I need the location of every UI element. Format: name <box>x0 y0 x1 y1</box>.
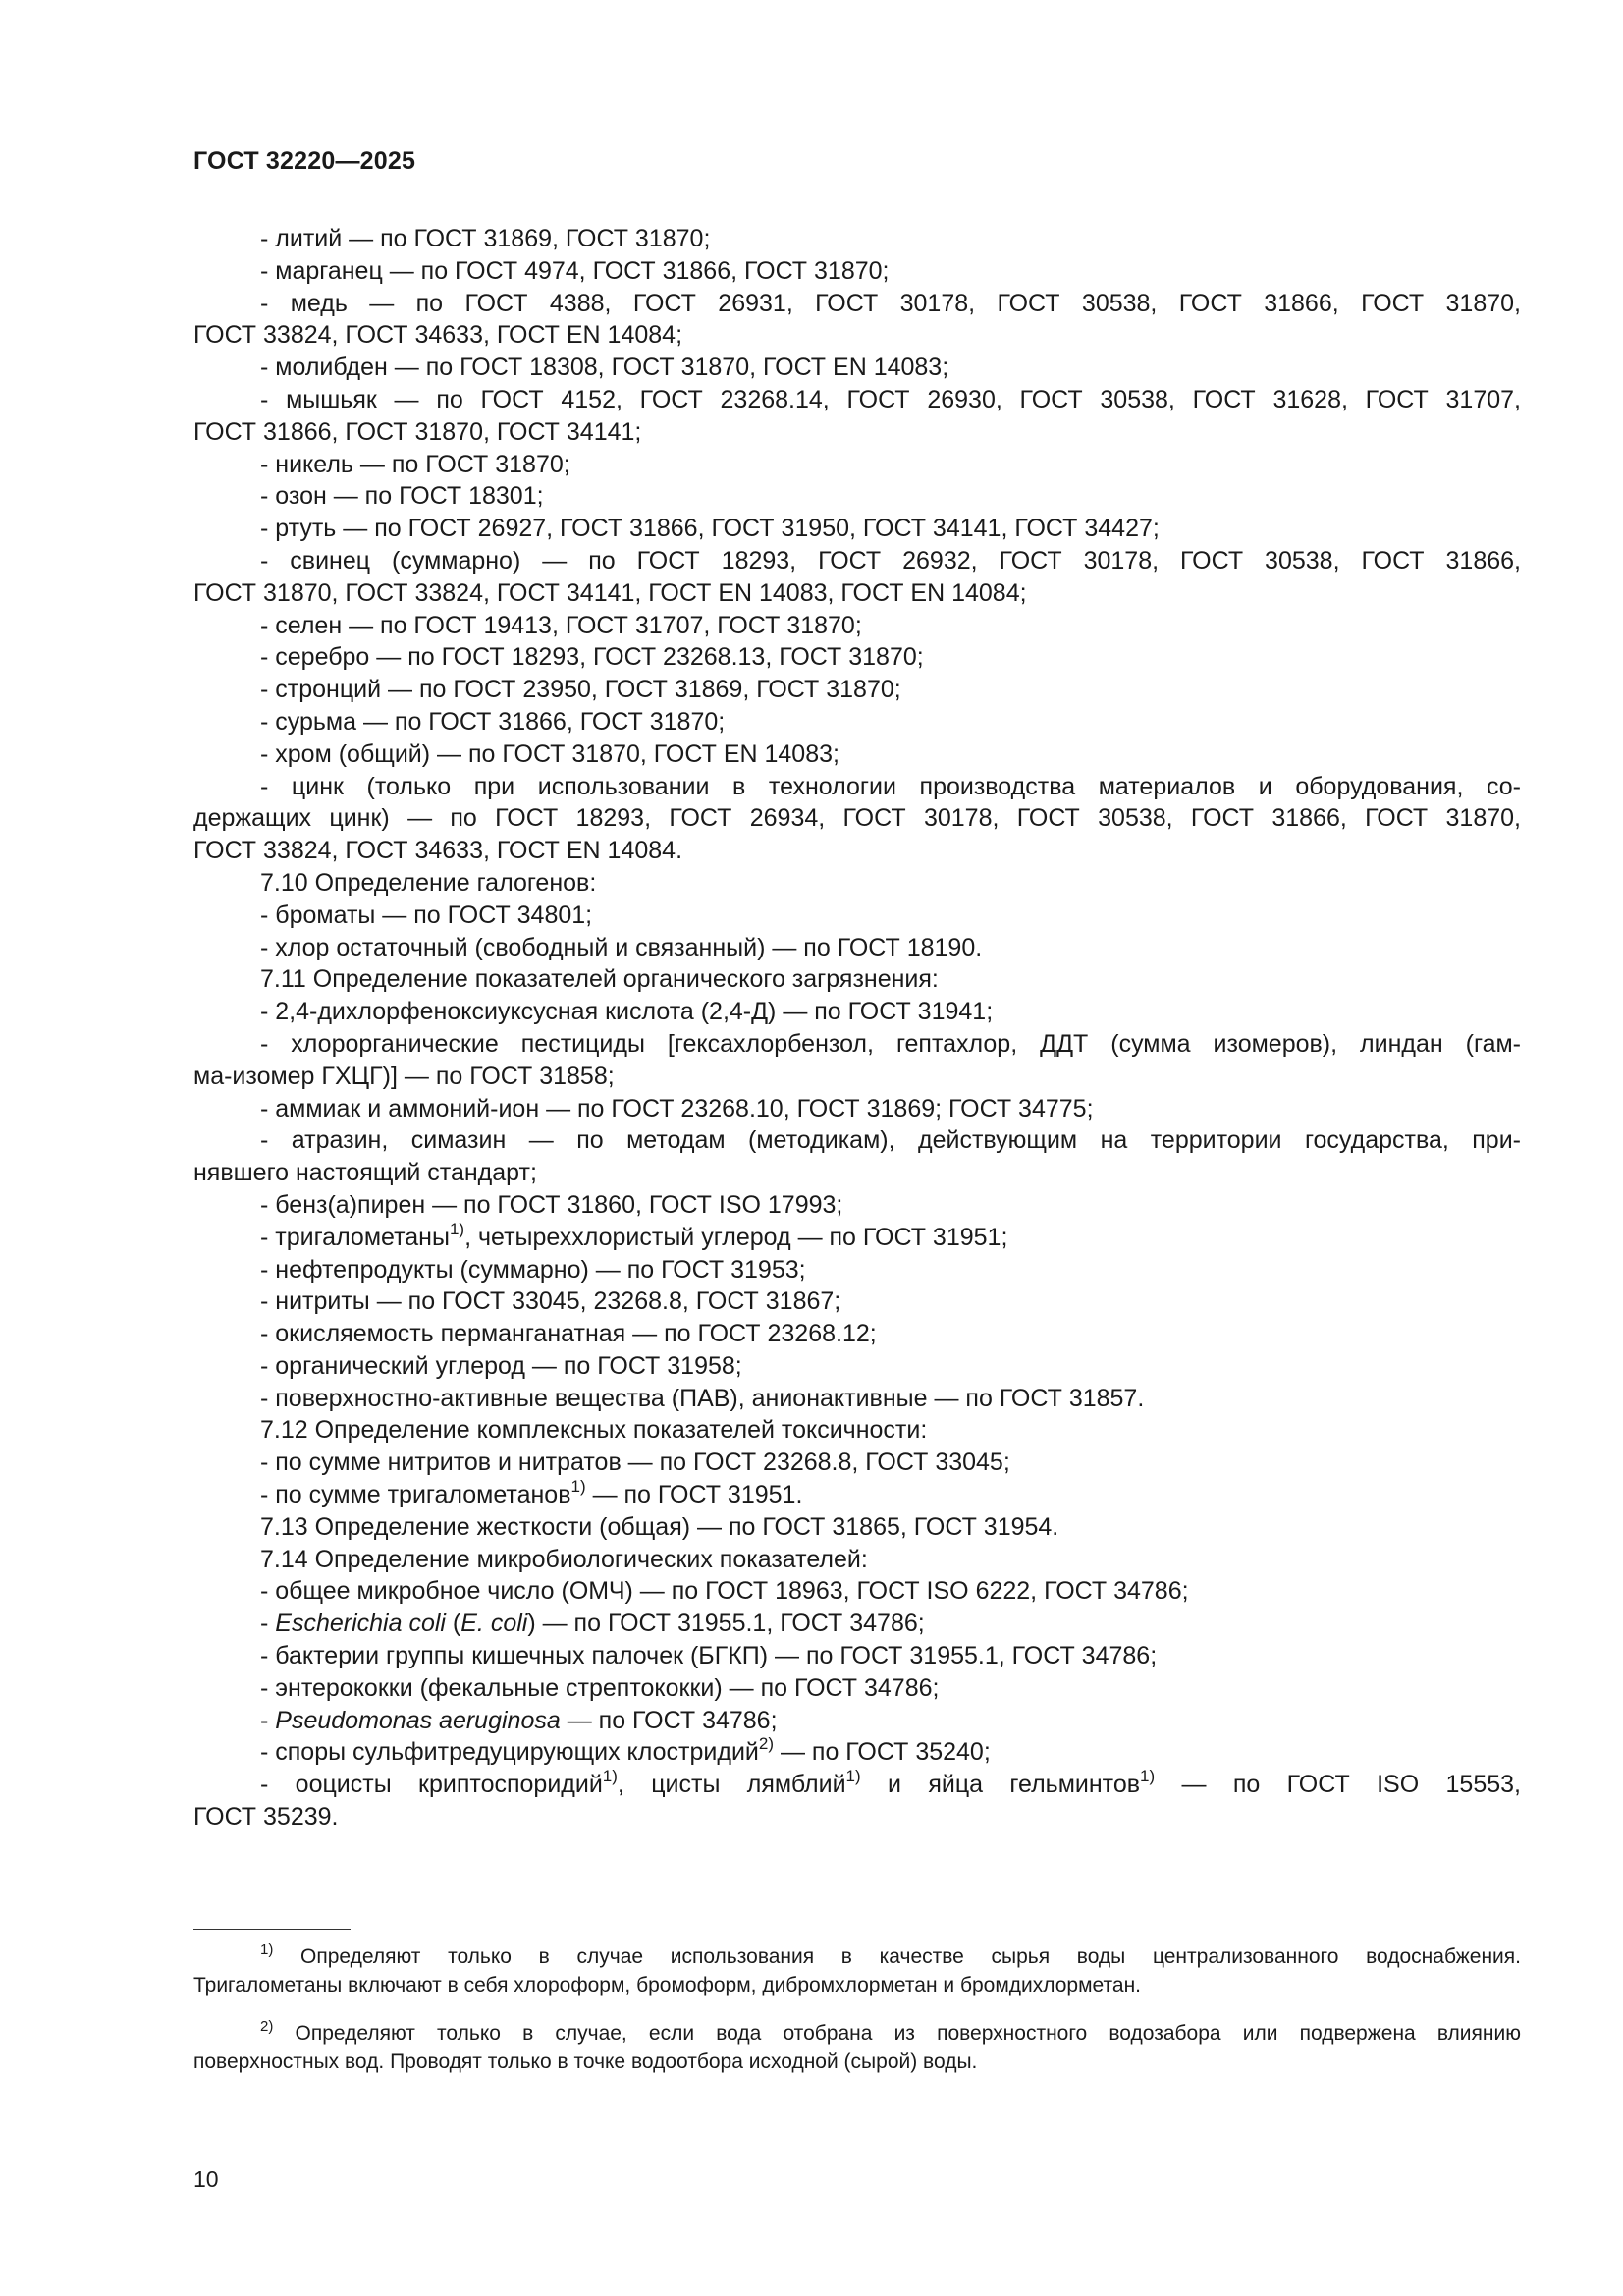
text-line: ГОСТ 35239. <box>193 1803 339 1831</box>
text-segment: - ооцисты криптоспоридий <box>260 1771 603 1799</box>
text-line: - хлорорганические пестициды [гексахлорбензол, гептахлор, ДДТ (сумма изомеров), линдан (гам- <box>260 1029 1521 1058</box>
footnote-reference: 1) <box>449 1219 465 1238</box>
text-line: - никель — по ГОСТ 31870; <box>260 450 570 478</box>
text-segment: ) — по ГОСТ 31955.1, ГОСТ 34786; <box>527 1610 925 1638</box>
footnote-1-mark: 1) <box>260 1941 274 1958</box>
footnote-1-line-1 <box>193 1942 1521 1971</box>
text-segment: ( <box>445 1610 461 1638</box>
text-line: - общее микробное число (ОМЧ) — по ГОСТ 18963, ГОСТ ISO 6222, ГОСТ 34786; <box>260 1577 1189 1606</box>
footnote-2-mark: 2) <box>260 2018 274 2035</box>
text-line <box>193 1705 1521 1737</box>
footnote-1-text: Определяют только в случае использования в качестве сырья воды централизованного водоснабжения. <box>273 1945 1521 1968</box>
text-segment: — по ГОСТ ISO 15553, <box>1155 1771 1521 1799</box>
text-line: - нефтепродукты (суммарно) — по ГОСТ 31953; <box>260 1255 806 1284</box>
page-number: 10 <box>193 2166 219 2192</box>
text-line: 7.10 Определение галогенов: <box>260 868 597 897</box>
text-line: - ртуть — по ГОСТ 26927, ГОСТ 31866, ГОСТ 31950, ГОСТ 34141, ГОСТ 34427; <box>260 515 1160 543</box>
footnote-2 <box>193 2019 1521 2076</box>
text-line: держащих цинк) — по ГОСТ 18293, ГОСТ 26934, ГОСТ 30178, ГОСТ 30538, ГОСТ 31866, ГОСТ 31870, <box>193 804 1521 833</box>
footnote-divider <box>193 1929 351 1930</box>
text-segment: - тригалометаны <box>260 1223 450 1251</box>
text-line: - аммиак и аммоний-ион — по ГОСТ 23268.10, ГОСТ 31869; ГОСТ 34775; <box>260 1094 1094 1122</box>
text-line: - бактерии группы кишечных палочек (БГКП) — по ГОСТ 31955.1, ГОСТ 34786; <box>260 1642 1158 1670</box>
text-line: - литий — по ГОСТ 31869, ГОСТ 31870; <box>260 225 711 252</box>
text-line: - поверхностно-активные вещества (ПАВ), анионактивные — по ГОСТ 31857. <box>260 1384 1145 1412</box>
text-line: - хлор остаточный (свободный и связанный) — по ГОСТ 18190. <box>260 933 983 961</box>
text-line: - цинк (только при использовании в технологии производства материалов и оборудования, со- <box>260 772 1521 800</box>
footnote-reference: 1) <box>845 1767 861 1786</box>
text-line: - селен — по ГОСТ 19413, ГОСТ 31707, ГОСТ 31870; <box>260 611 862 639</box>
text-line <box>193 1769 1521 1801</box>
footnote-reference: 1) <box>570 1477 586 1497</box>
text-line: - медь — по ГОСТ 4388, ГОСТ 26931, ГОСТ 30178, ГОСТ 30538, ГОСТ 31866, ГОСТ 31870, <box>260 289 1521 317</box>
text-line: - броматы — по ГОСТ 34801; <box>260 901 593 929</box>
italic-term: Pseudomonas aeruginosa <box>275 1706 561 1734</box>
text-segment: — по ГОСТ 35240; <box>774 1738 991 1767</box>
body-text <box>193 223 1521 1833</box>
text-line: ГОСТ 31870, ГОСТ 33824, ГОСТ 34141, ГОСТ EN 14083, ГОСТ EN 14084; <box>193 578 1027 607</box>
footnote-reference: 2) <box>758 1734 775 1754</box>
text-segment: - споры сульфитредуцирующих клостридий <box>260 1738 759 1767</box>
text-line: - мышьяк — по ГОСТ 4152, ГОСТ 23268.14, ГОСТ 26930, ГОСТ 30538, ГОСТ 31628, ГОСТ 31707, <box>260 385 1521 413</box>
text-line: 7.11 Определение показателей органического загрязнения: <box>260 965 939 994</box>
footnote-reference: 1) <box>1140 1767 1156 1786</box>
text-line: нявшего настоящий стандарт; <box>193 1159 537 1187</box>
text-line <box>193 1608 1521 1640</box>
text-line: - нитриты — по ГОСТ 33045, 23268.8, ГОСТ 31867; <box>260 1287 841 1316</box>
text-line: - энтерококки (фекальные стрептококки) — по ГОСТ 34786; <box>260 1673 940 1702</box>
text-segment: - <box>260 1706 276 1734</box>
text-line: ма-изомер ГХЦГ)] — по ГОСТ 31858; <box>193 1062 615 1090</box>
text-line: - 2,4-дихлорфеноксиуксусная кислота (2,4-Д) — по ГОСТ 31941; <box>260 998 994 1026</box>
text-line: - стронций — по ГОСТ 23950, ГОСТ 31869, ГОСТ 31870; <box>260 676 901 704</box>
text-line: - органический углерод — по ГОСТ 31958; <box>260 1351 742 1380</box>
text-line <box>193 1479 1521 1511</box>
text-line: 7.14 Определение микробиологических показателей: <box>260 1545 868 1573</box>
text-line: 7.13 Определение жесткости (общая) — по ГОСТ 31865, ГОСТ 31954. <box>260 1512 1059 1541</box>
text-line: - по сумме нитритов и нитратов — по ГОСТ 23268.8, ГОСТ 33045; <box>260 1449 1010 1477</box>
text-segment: , цисты лямблий <box>617 1771 846 1799</box>
text-line: - серебро — по ГОСТ 18293, ГОСТ 23268.13, ГОСТ 31870; <box>260 643 924 672</box>
text-line: - озон — по ГОСТ 18301; <box>260 482 544 511</box>
text-line <box>193 1219 1521 1254</box>
text-segment: , четыреххлористый углерод — по ГОСТ 31951; <box>464 1223 1008 1251</box>
text-line: - бенз(а)пирен — по ГОСТ 31860, ГОСТ ISO 17993; <box>260 1190 843 1219</box>
footnote-2-line-2: поверхностных вод. Проводят только в точке водоотбора исходной (сырой) воды. <box>193 2050 978 2073</box>
footnote-2-text: Определяют только в случае, если вода отобрана из поверхностного водозабора или подвержена влиянию <box>273 2022 1521 2045</box>
italic-term: Escherichia coli <box>275 1610 446 1638</box>
footnote-1-line-2: Тригалометаны включают в себя хлороформ, бромоформ, дибромхлорметан и бромдихлорметан. <box>193 1974 1142 1996</box>
text-line: - атразин, симазин — по методам (методикам), действующим на территории государства, при- <box>260 1126 1521 1155</box>
text-line <box>193 1736 1521 1769</box>
text-line: ГОСТ 33824, ГОСТ 34633, ГОСТ EN 14084. <box>193 837 683 865</box>
text-segment: - по сумме тригалометанов <box>260 1481 571 1509</box>
footnote-reference: 1) <box>602 1767 618 1786</box>
text-line: - свинец (суммарно) — по ГОСТ 18293, ГОСТ 26932, ГОСТ 30178, ГОСТ 30538, ГОСТ 31866, <box>260 546 1521 574</box>
text-segment: — по ГОСТ 34786; <box>560 1706 778 1734</box>
text-line: - окисляемость перманганатная — по ГОСТ 23268.12; <box>260 1320 877 1348</box>
italic-term: E. coli <box>460 1610 528 1638</box>
text-line: - сурьма — по ГОСТ 31866, ГОСТ 31870; <box>260 707 726 736</box>
document-header: ГОСТ 32220—2025 <box>193 147 416 175</box>
footnote-1 <box>193 1942 1521 1999</box>
text-line: ГОСТ 31866, ГОСТ 31870, ГОСТ 34141; <box>193 417 642 446</box>
text-segment: — по ГОСТ 31951. <box>585 1481 803 1509</box>
text-segment: - <box>260 1610 276 1638</box>
text-line: ГОСТ 33824, ГОСТ 34633, ГОСТ EN 14084; <box>193 321 683 350</box>
footnote-2-line-1 <box>193 2019 1521 2048</box>
text-line: - марганец — по ГОСТ 4974, ГОСТ 31866, ГОСТ 31870; <box>260 256 890 285</box>
text-line: - молибден — по ГОСТ 18308, ГОСТ 31870, ГОСТ EN 14083; <box>260 354 949 382</box>
text-line: 7.12 Определение комплексных показателей токсичности: <box>260 1416 928 1445</box>
text-line: - хром (общий) — по ГОСТ 31870, ГОСТ EN 14083; <box>260 739 839 768</box>
text-segment: и яйца гельминтов <box>860 1771 1141 1799</box>
